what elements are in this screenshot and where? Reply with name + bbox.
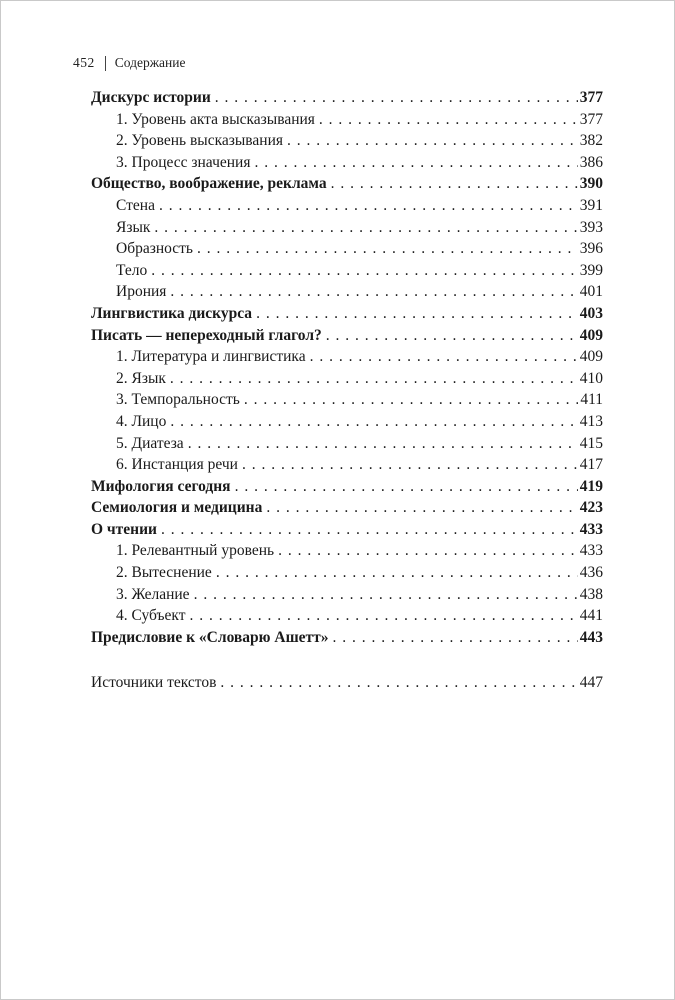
toc-entry-dot-leader: [220, 672, 577, 694]
toc-entry: [91, 389, 603, 411]
toc-entry-dot-leader: [244, 389, 578, 411]
toc-entry-page: 419: [579, 477, 603, 495]
toc-entry-page: 401: [579, 283, 603, 301]
toc-entry-dot-leader: [266, 497, 577, 519]
toc-entry-label: Писать — непереходный глагол?: [91, 326, 322, 344]
toc-entry: [91, 260, 603, 282]
toc-entry: [91, 627, 603, 649]
toc-entry: [91, 672, 603, 694]
toc-entry: [91, 109, 603, 131]
toc-entry: [91, 454, 603, 476]
toc-entry-label: 4. Субъект: [116, 607, 186, 625]
toc-entry-page: 377: [579, 89, 603, 106]
toc-entry-dot-leader: [319, 109, 578, 131]
running-head-title: Содержание: [114, 55, 186, 70]
toc-entry: [91, 562, 603, 584]
toc-entry-label: Дискурс истории: [91, 89, 211, 106]
toc-entry: [91, 368, 603, 390]
toc-entry-label: 1. Релевантный уровень: [116, 542, 275, 560]
toc-entry: [91, 325, 603, 347]
toc-entry-dot-leader: [326, 325, 578, 347]
toc-entry-label: Язык: [116, 218, 151, 236]
toc-entry-dot-leader: [190, 605, 578, 627]
toc-entry-dot-leader: [170, 281, 577, 303]
toc-entry-page: 411: [580, 391, 603, 409]
toc-entry-page: 433: [579, 520, 603, 538]
toc-entry: [91, 584, 603, 606]
toc-entry-dot-leader: [194, 584, 578, 606]
toc-entry-page: 436: [579, 564, 603, 582]
toc-entry-dot-leader: [278, 540, 578, 562]
toc-entry-page: 443: [579, 628, 603, 646]
toc-entry-label: 1. Уровень акта высказывания: [116, 110, 315, 128]
toc-entry: [91, 217, 603, 239]
toc-entry-dot-leader: [216, 562, 578, 584]
toc-entry-page: 433: [579, 542, 603, 560]
toc-entry-dot-leader: [254, 152, 577, 174]
toc-entry-label: 1. Литература и лингвистика: [116, 348, 306, 366]
toc-entry: [91, 540, 603, 562]
toc-entry-page: 409: [579, 348, 603, 366]
toc-entry-page: 423: [579, 499, 603, 517]
toc-entry-page: 413: [579, 412, 603, 430]
toc-entry-dot-leader: [161, 519, 578, 541]
toc-entry: [91, 238, 603, 260]
toc-list: [91, 87, 603, 694]
toc-entry: [91, 87, 603, 109]
toc-entry-page: 390: [579, 175, 603, 193]
toc-entry: [91, 152, 603, 174]
toc-entry: [91, 173, 603, 195]
toc-entry-page: 417: [579, 456, 603, 474]
toc-entry: [91, 519, 603, 541]
toc-entry-page: 415: [579, 434, 603, 452]
toc-entry-dot-leader: [188, 433, 578, 455]
toc-entry-page: 386: [579, 153, 603, 171]
toc-entry-label: 2. Уровень высказывания: [116, 132, 283, 150]
toc-entry-page: 438: [579, 585, 603, 603]
toc-entry-label: 6. Инстанция речи: [116, 456, 238, 474]
toc-entry: [91, 497, 603, 519]
toc-entry-label: 3. Темпоральность: [116, 391, 240, 409]
toc-entry-page: 410: [579, 369, 603, 387]
running-head: [73, 55, 674, 71]
toc-entry-dot-leader: [170, 368, 578, 390]
toc-entry-dot-leader: [215, 87, 578, 109]
toc-entry-dot-leader: [235, 476, 578, 498]
toc-entry: [91, 303, 603, 325]
toc-entry: [91, 411, 603, 433]
toc-entry-dot-leader: [197, 238, 578, 260]
toc-entry-dot-leader: [310, 346, 578, 368]
toc-entry-label: О чтении: [91, 520, 157, 538]
toc-entry-label: 2. Язык: [116, 369, 166, 387]
toc-entry-dot-leader: [256, 303, 578, 325]
toc-entry-page: 377: [579, 110, 603, 128]
toc-entry: [91, 605, 603, 627]
toc-entry-label: Лингвистика дискурса: [91, 304, 253, 322]
toc-entry-label: Семиология и медицина: [91, 499, 263, 517]
toc-entry-page: 409: [579, 326, 603, 344]
toc-entry-label: Стена: [116, 196, 155, 214]
toc-entry-dot-leader: [154, 217, 577, 239]
toc-entry: [91, 130, 603, 152]
toc-entry-dot-leader: [333, 627, 578, 649]
toc-entry: [91, 281, 603, 303]
toc-entry: [91, 346, 603, 368]
toc-entry-label: Образность: [116, 240, 193, 258]
toc-entry-label: Источники текстов: [91, 674, 217, 692]
toc-entry-label: 3. Процесс значения: [116, 153, 251, 171]
toc-entry-page: 391: [579, 196, 603, 214]
running-head-divider: [105, 56, 106, 71]
toc-entry: [91, 195, 603, 217]
toc-entry: [91, 433, 603, 455]
toc-entry-page: 393: [579, 218, 603, 236]
toc-entry-label: 4. Лицо: [116, 412, 167, 430]
toc-entry-dot-leader: [287, 130, 578, 152]
toc-entry: [91, 476, 603, 498]
toc-entry-dot-leader: [170, 411, 577, 433]
toc-entry-label: 2. Вытеснение: [116, 564, 212, 582]
toc-entry-label: Тело: [116, 261, 148, 279]
toc-entry-dot-leader: [331, 173, 578, 195]
toc-entry-page: 403: [579, 304, 603, 322]
toc-entry-label: Общество, воображение, реклама: [91, 175, 327, 193]
toc-entry-page: 447: [579, 674, 603, 692]
toc-entry-page: 399: [579, 261, 603, 279]
toc-entry-page: 396: [579, 240, 603, 258]
toc-entry-dot-leader: [242, 454, 578, 476]
running-head-page-number: 452: [73, 55, 95, 70]
toc-entry-dot-leader: [151, 260, 578, 282]
toc-entry-page: 382: [579, 132, 603, 150]
toc-entry-page: 441: [579, 607, 603, 625]
toc-entry-label: Предисловие к «Словарю Ашетт»: [91, 628, 329, 646]
toc-entry-label: 3. Желание: [116, 585, 190, 603]
toc-entry-label: Ирония: [116, 283, 167, 301]
toc-entry-label: Мифология сегодня: [91, 477, 231, 495]
toc-entry-label: 5. Диатеза: [116, 434, 184, 452]
toc-entry-dot-leader: [159, 195, 578, 217]
